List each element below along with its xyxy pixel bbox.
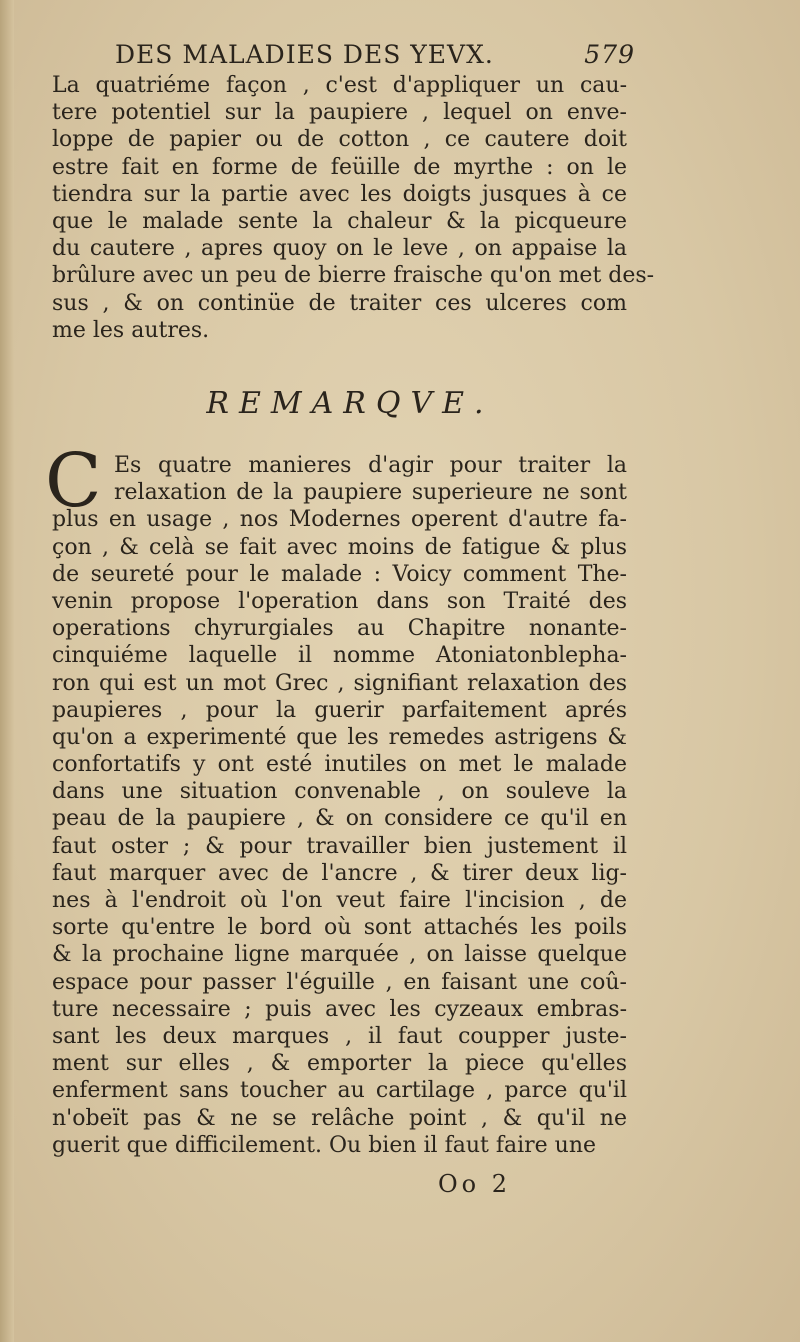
page-header <box>115 40 635 74</box>
running-title: DES MALADIES DES YEVX. <box>115 40 494 69</box>
text-line: qu'on a experimenté que les remedes astrigens & <box>52 724 627 750</box>
signature-mark: Oo 2 <box>438 1170 512 1198</box>
text-line: paupieres , pour la guerir parfaitement aprés <box>52 697 627 723</box>
text-line: nes à l'endroit où l'on veut faire l'incision , de <box>52 888 627 913</box>
text-line: estre fait en forme de feüille de myrthe : on le <box>52 154 627 180</box>
text-line: venin propose l'operation dans son Traité des <box>52 588 627 614</box>
text-line: cinquiéme laquelle il nomme Atoniatonblepha- <box>52 643 627 669</box>
text-line: me les autres. <box>52 317 210 343</box>
text-line: ron qui est un mot Grec , signifiant relaxation des <box>52 670 627 696</box>
text-line: brûlure avec un peu de bierre fraische qu'on met des- <box>52 263 655 289</box>
text-line: sant les deux marques , il faut coupper juste- <box>52 1023 627 1049</box>
text-line: espace pour passer l'éguille , en faisant une coû- <box>52 969 627 995</box>
text-line: confortatifs y ont esté inutiles on met le malade <box>52 752 627 778</box>
text-line: sorte qu'entre le bord où sont attachés les poils <box>52 915 627 941</box>
text-line: du cautere , apres quoy on le leve , on appaise la <box>52 236 627 262</box>
text-line: ture necessaire ; puis avec les cyzeaux embras- <box>52 996 627 1022</box>
text-line: que le malade sente la chaleur & la picqueure <box>52 208 627 234</box>
text-line: guerit que difficilement. Ou bien il faut faire une <box>52 1132 597 1158</box>
paragraph-2 <box>52 452 627 1159</box>
text-line: & la prochaine ligne marquée , on laisse quelque <box>52 942 627 968</box>
text-line: enferment sans toucher au cartilage , parce qu'il <box>52 1078 627 1104</box>
page-number: 579 <box>584 40 635 69</box>
text-line: dans une situation convenable , on souleve la <box>52 779 627 805</box>
text-line: de seureté pour le malade : Voicy comment The- <box>52 561 627 587</box>
text-line: La quatriéme façon , c'est d'appliquer un cau- <box>52 73 627 98</box>
text-line: tiendra sur la partie avec les doigts jusques à ce <box>52 181 627 207</box>
text-line: operations chyrurgiales au Chapitre nonante- <box>52 616 627 642</box>
page-edge <box>0 0 14 1342</box>
text-line: çon , & celà se fait avec moins de fatigue & plus <box>52 534 627 560</box>
text-line: faut oster ; & pour travailler bien justement il <box>52 833 627 859</box>
text-line: relaxation de la paupiere superieure ne sont <box>114 480 627 506</box>
text-line: faut marquer avec de l'ancre , & tirer deux lig- <box>52 860 627 886</box>
text-line: plus en usage , nos Modernes operent d'autre fa- <box>52 507 627 533</box>
text-line: tere potentiel sur la paupiere , lequel on enve- <box>52 100 627 126</box>
text-line: loppe de papier ou de cotton , ce cautere doit <box>52 127 627 153</box>
text-line: sus , & on continüe de traiter ces ulceres com <box>52 290 627 316</box>
text-line: Es quatre manieres d'agir pour traiter la <box>114 453 627 478</box>
text-line: n'obeït pas & ne se relâche point , & qu'il ne <box>52 1105 627 1131</box>
paragraph-1 <box>52 72 655 344</box>
section-heading: REMARQVE. <box>206 386 494 421</box>
drop-cap: C <box>45 438 102 524</box>
text-line: peau de la paupiere , & on considere ce qu'il en <box>52 806 627 832</box>
text-line: ment sur elles , & emporter la piece qu'elles <box>52 1051 627 1077</box>
